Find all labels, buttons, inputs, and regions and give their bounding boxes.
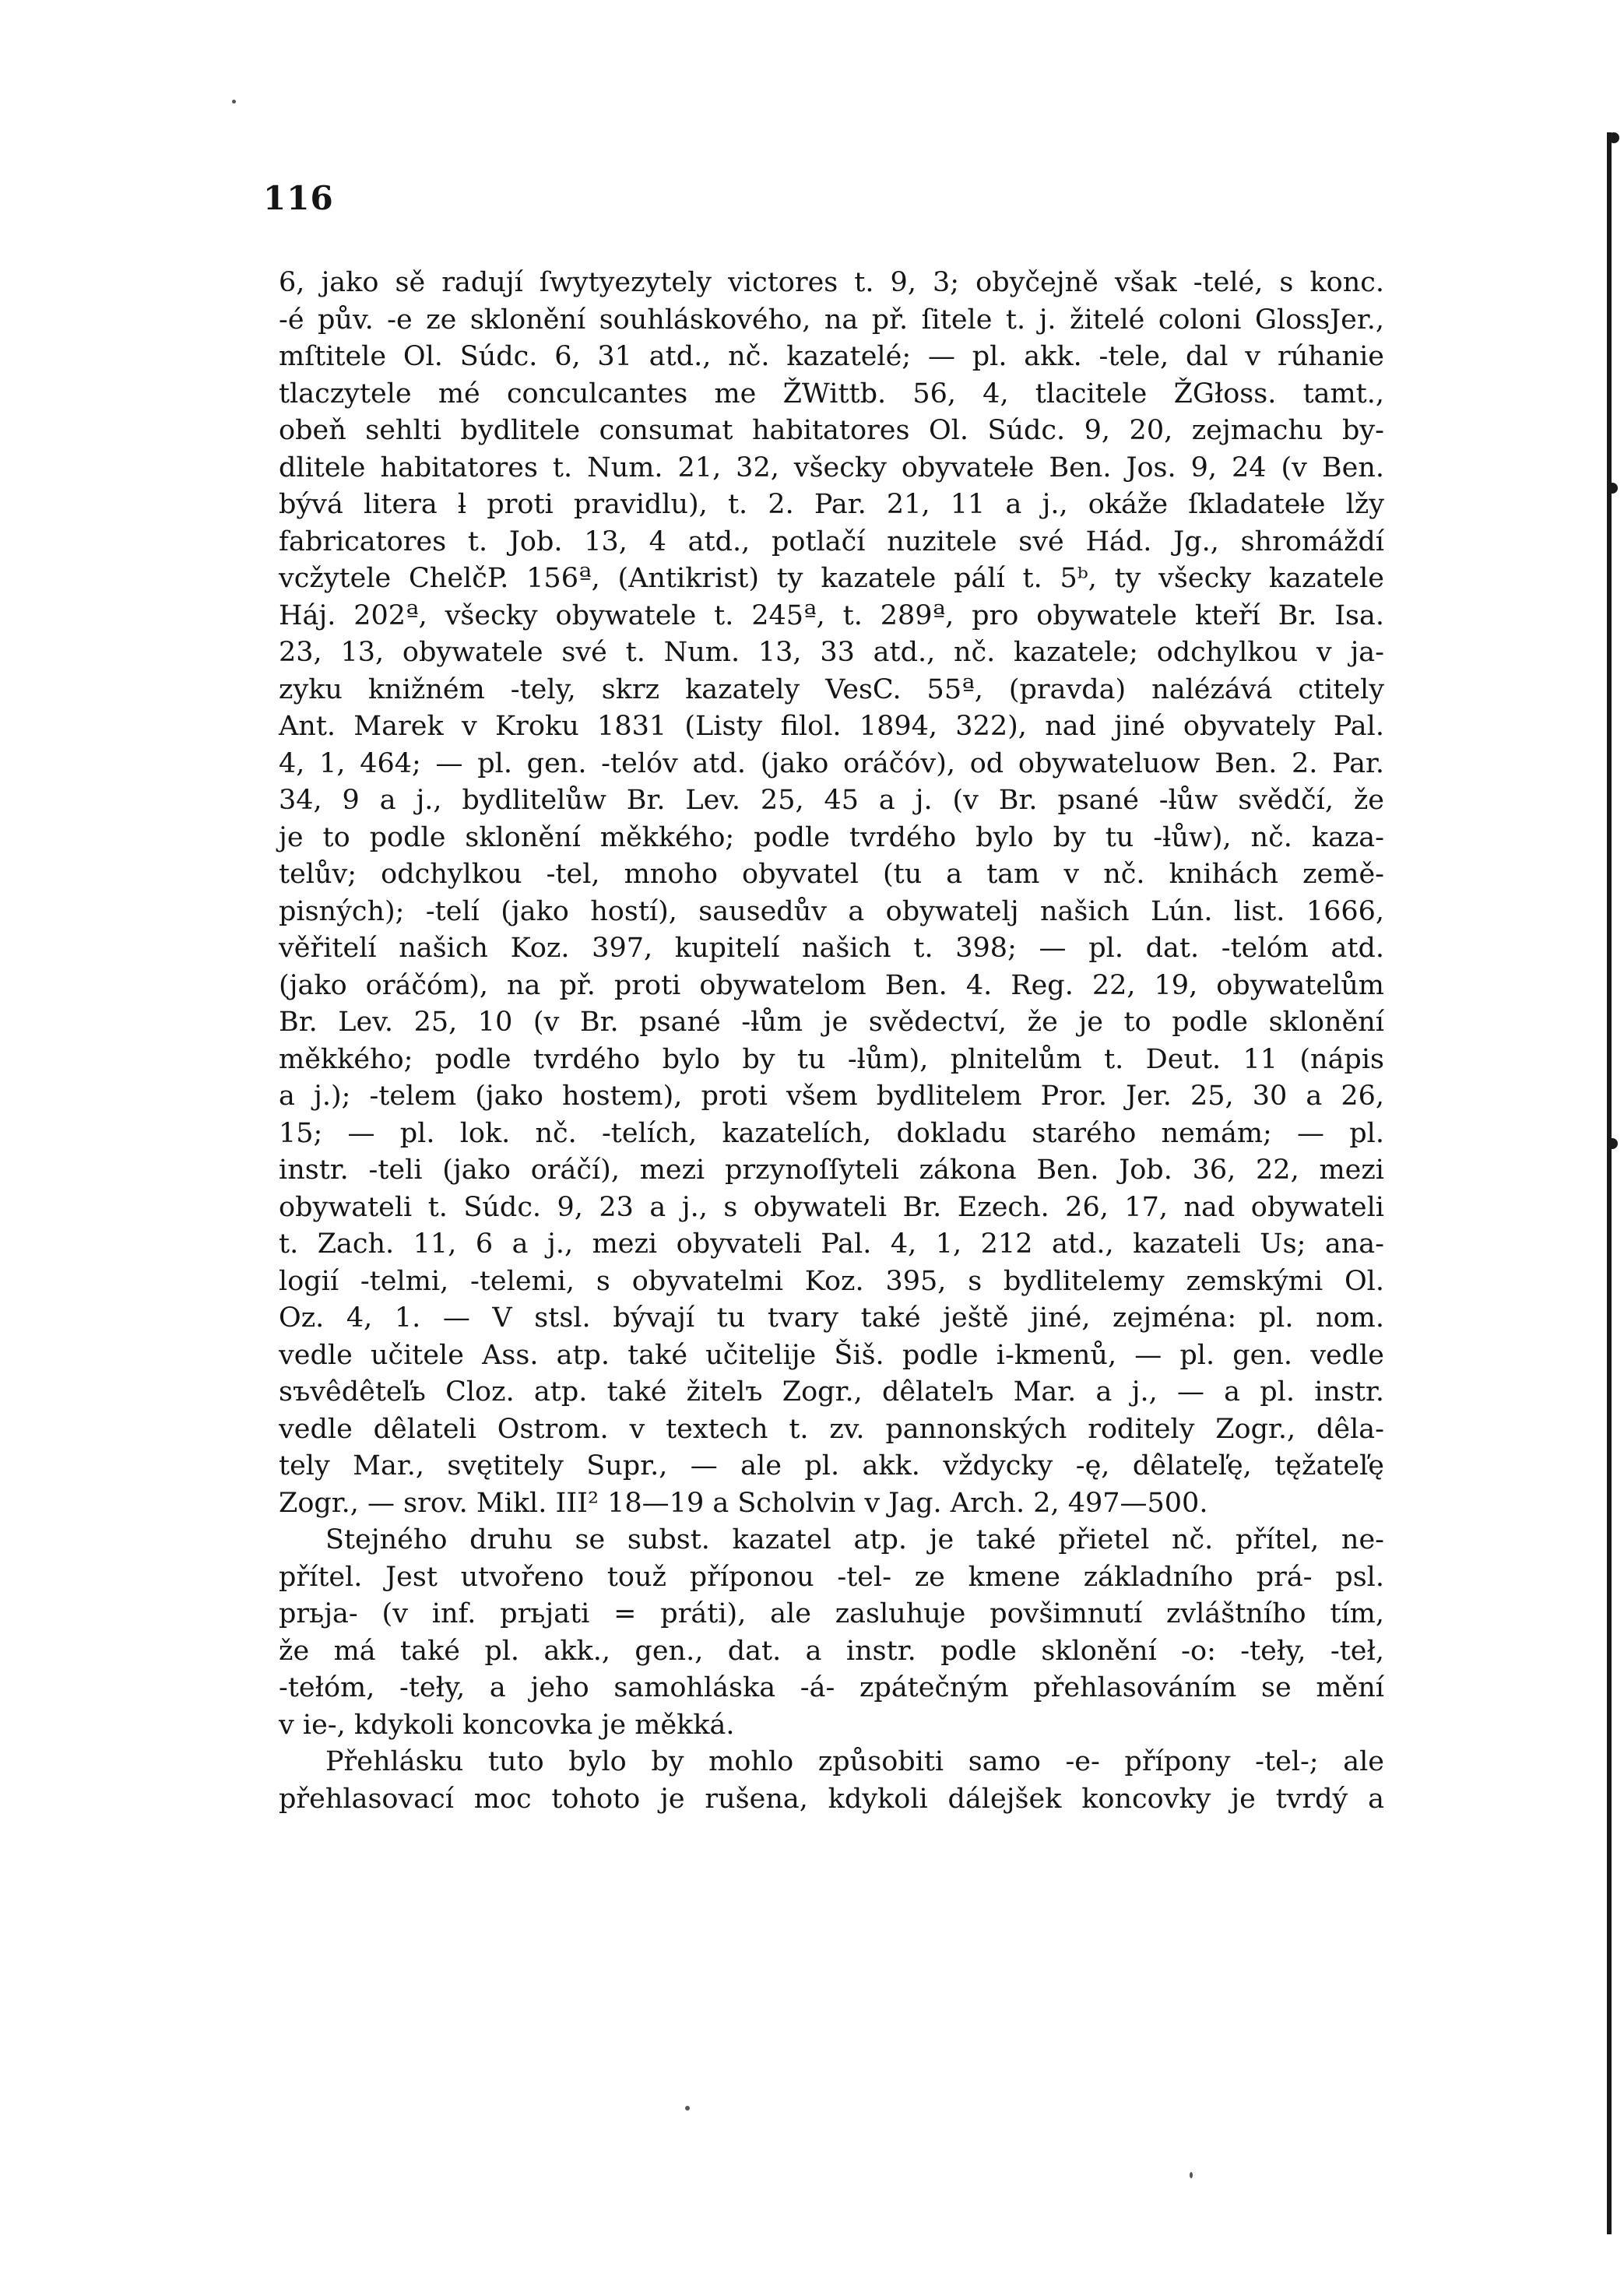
text-line: měkkého; podle tvrdého bylo by tu -ƚům), plnitelům t. Deut. 11 (nápis <box>279 1043 1384 1075</box>
text-line: přítel. Jest utvořeno touž příponou -tel- ze kmene základního prá- psl. <box>279 1561 1384 1593</box>
paper-speck <box>685 2106 690 2111</box>
text-line: zyku knižném -tely, skrz kazately VesC. 55ª, (pravda) nalézává ctitely <box>279 673 1384 705</box>
page-number: 116 <box>263 179 334 217</box>
text-line: telův; odchylkou -tel, mnoho obyvatel (tu a tam v nč. knihách země- <box>279 859 1384 890</box>
text-line: Zogr., — srov. Mikl. III² 18—19 a Scholvin v Jag. Arch. 2, 497—500. <box>279 1487 1208 1519</box>
text-line: vedle dêlateli Ostrom. v textech t. zv. pannonských roditely Zogr., dêla- <box>279 1413 1384 1445</box>
edge-mark-middle <box>1607 483 1618 494</box>
text-line: vcžytele ChelčP. 156ª, (Antikrist) ty kazatele pálí t. 5ᵇ, ty všecky kazatele <box>279 563 1384 594</box>
text-line: 34, 9 a j., bydlitelůw Br. Lev. 25, 45 a j. (v Br. psané -ƚůw svědčí, že <box>279 785 1384 816</box>
text-line: (jako oráčóm), na př. proti obywatelom Ben. 4. Reg. 22, 19, obywatelům <box>279 969 1384 1001</box>
text-line: přehlasovací moc tohoto je rušena, kdykoli dálejšek koncovky je tvrdý a <box>279 1783 1384 1815</box>
text-line: prьja- (v inf. prьjati = práti), ale zasluhuje povšimnutí zvláštního tím, <box>279 1598 1384 1629</box>
text-line: instr. -teli (jako oráčí), mezi przynoſſyteli zákona Ben. Job. 36, 22, mezi <box>279 1155 1384 1186</box>
text-line: a j.); -telem (jako hostem), proti všem bydlitelem Pror. Jer. 25, 30 a 26, <box>279 1081 1384 1112</box>
text-line: Ant. Marek v Kroku 1831 (Listy filol. 1894, 322), nad jiné obyvately Pal. <box>279 711 1384 742</box>
text-line: Háj. 202ª, všecky obywatele t. 245ª, t. 289ª, pro obywatele kteří Br. Isa. <box>279 599 1384 631</box>
text-line: bývá litera ƚ proti pravidlu), t. 2. Par. 21, 11 a j., okáže ſkladateƚe lžy <box>279 489 1384 520</box>
text-line: obywateli t. Súdc. 9, 23 a j., s obywateli Br. Ezech. 26, 17, nad obywateli <box>279 1191 1384 1223</box>
edge-mark-lower <box>1607 1138 1618 1149</box>
text-line: dlitele habitatores t. Num. 21, 32, všecky obyvateƚe Ben. Jos. 9, 24 (v Ben. <box>279 452 1384 483</box>
text-line: Oz. 4, 1. — V stsl. bývají tu tvary také ještě jiné, zejména: pl. nom. <box>279 1302 1384 1334</box>
text-line: že má také pl. akk., gen., dat. a instr. podle sklonění -o: -teły, -teł, <box>279 1635 1384 1667</box>
text-line: Br. Lev. 25, 10 (v Br. psané -ƚům je svědectví, že je to podle sklonění <box>279 1007 1384 1038</box>
text-line: vedle učitele Ass. atp. také učitelije Šiš. podle i-kmenů, — pl. gen. vedle <box>279 1339 1384 1371</box>
body-text <box>279 265 1384 1818</box>
text-line: tlaczytele mé conculcantes me ŽWittb. 56, 4, tlacitele ŽGłoss. tamt., <box>279 378 1384 409</box>
paper-speck <box>1190 2172 1193 2178</box>
text-line: fabricatores t. Job. 13, 4 atd., potlačí nuzitele své Hád. Jg., shromáždí <box>279 525 1384 557</box>
text-line: 4, 1, 464; — pl. gen. -telóv atd. (jako oráčóv), od obywateluow Ben. 2. Par. <box>279 747 1384 779</box>
text-line: 15; — pl. lok. nč. -telích, kazatelích, dokladu starého nemám; — pl. <box>279 1117 1384 1149</box>
text-line: 6, jako sě radují ſwytyezytely victores t. 9, 3; obyčejně však -telé, s konc. <box>279 267 1384 298</box>
text-line: tely Mar., svętitely Supr., — ale pl. akk. vždycky -ę, dêlateľę, tęžateľę <box>279 1450 1384 1481</box>
text-line: věřitelí našich Koz. 397, kupitelí našich t. 398; — pl. dat. -telóm atd. <box>279 933 1384 964</box>
text-line: mſtitele Ol. Súdc. 6, 31 atd., nč. kazatelé; — pl. akk. -tele, dal v rúhanie <box>279 341 1384 372</box>
text-line: v ie-, kdykoli koncovka je měkká. <box>279 1709 735 1741</box>
text-line: sъvêdêteľь Cloz. atp. také žitelъ Zogr., dêlatelъ Mar. a j., — a pl. instr. <box>279 1376 1384 1408</box>
text-line: logií -telmi, -telemi, s obyvatelmi Koz. 395, s bydlitelemy zemskými Ol. <box>279 1265 1384 1297</box>
text-line: -é pův. -e ze sklonění souhláskového, na př. ſitele t. j. žitelé coloni GlossJer., <box>279 304 1384 336</box>
text-line: t. Zach. 11, 6 a j., mezi obyvateli Pal. 4, 1, 212 atd., kazateli Us; ana- <box>279 1228 1384 1260</box>
paragraph-start-line: Přehlásku tuto bylo by mohlo způsobiti samo -e- přípony -tel-; ale <box>325 1746 1384 1777</box>
paper-speck <box>232 100 236 104</box>
edge-mark-top <box>1608 132 1619 143</box>
text-line: pisných); -telí (jako hostí), sausedův a obywatelj našich Lún. list. 1666, <box>279 895 1384 927</box>
paragraph-start-line: Stejného druhu se subst. kazatel atp. je také přietel nč. přítel, ne- <box>325 1524 1384 1555</box>
text-line: 23, 13, obywatele své t. Num. 13, 33 atd., nč. kazatele; odchylkou v ja- <box>279 637 1384 668</box>
text-line: je to podle sklonění měkkého; podle tvrdého bylo by tu -ƚůw), nč. kaza- <box>279 821 1384 853</box>
page-edge-shadow <box>1607 132 1612 2234</box>
text-line: obeň sehlti bydlitele consumat habitatores Ol. Súdc. 9, 20, zejmachu by- <box>279 415 1384 446</box>
text-line: -tełóm, -teły, a jeho samohláska -á- zpátečným přehlasováním se mění <box>279 1672 1384 1703</box>
